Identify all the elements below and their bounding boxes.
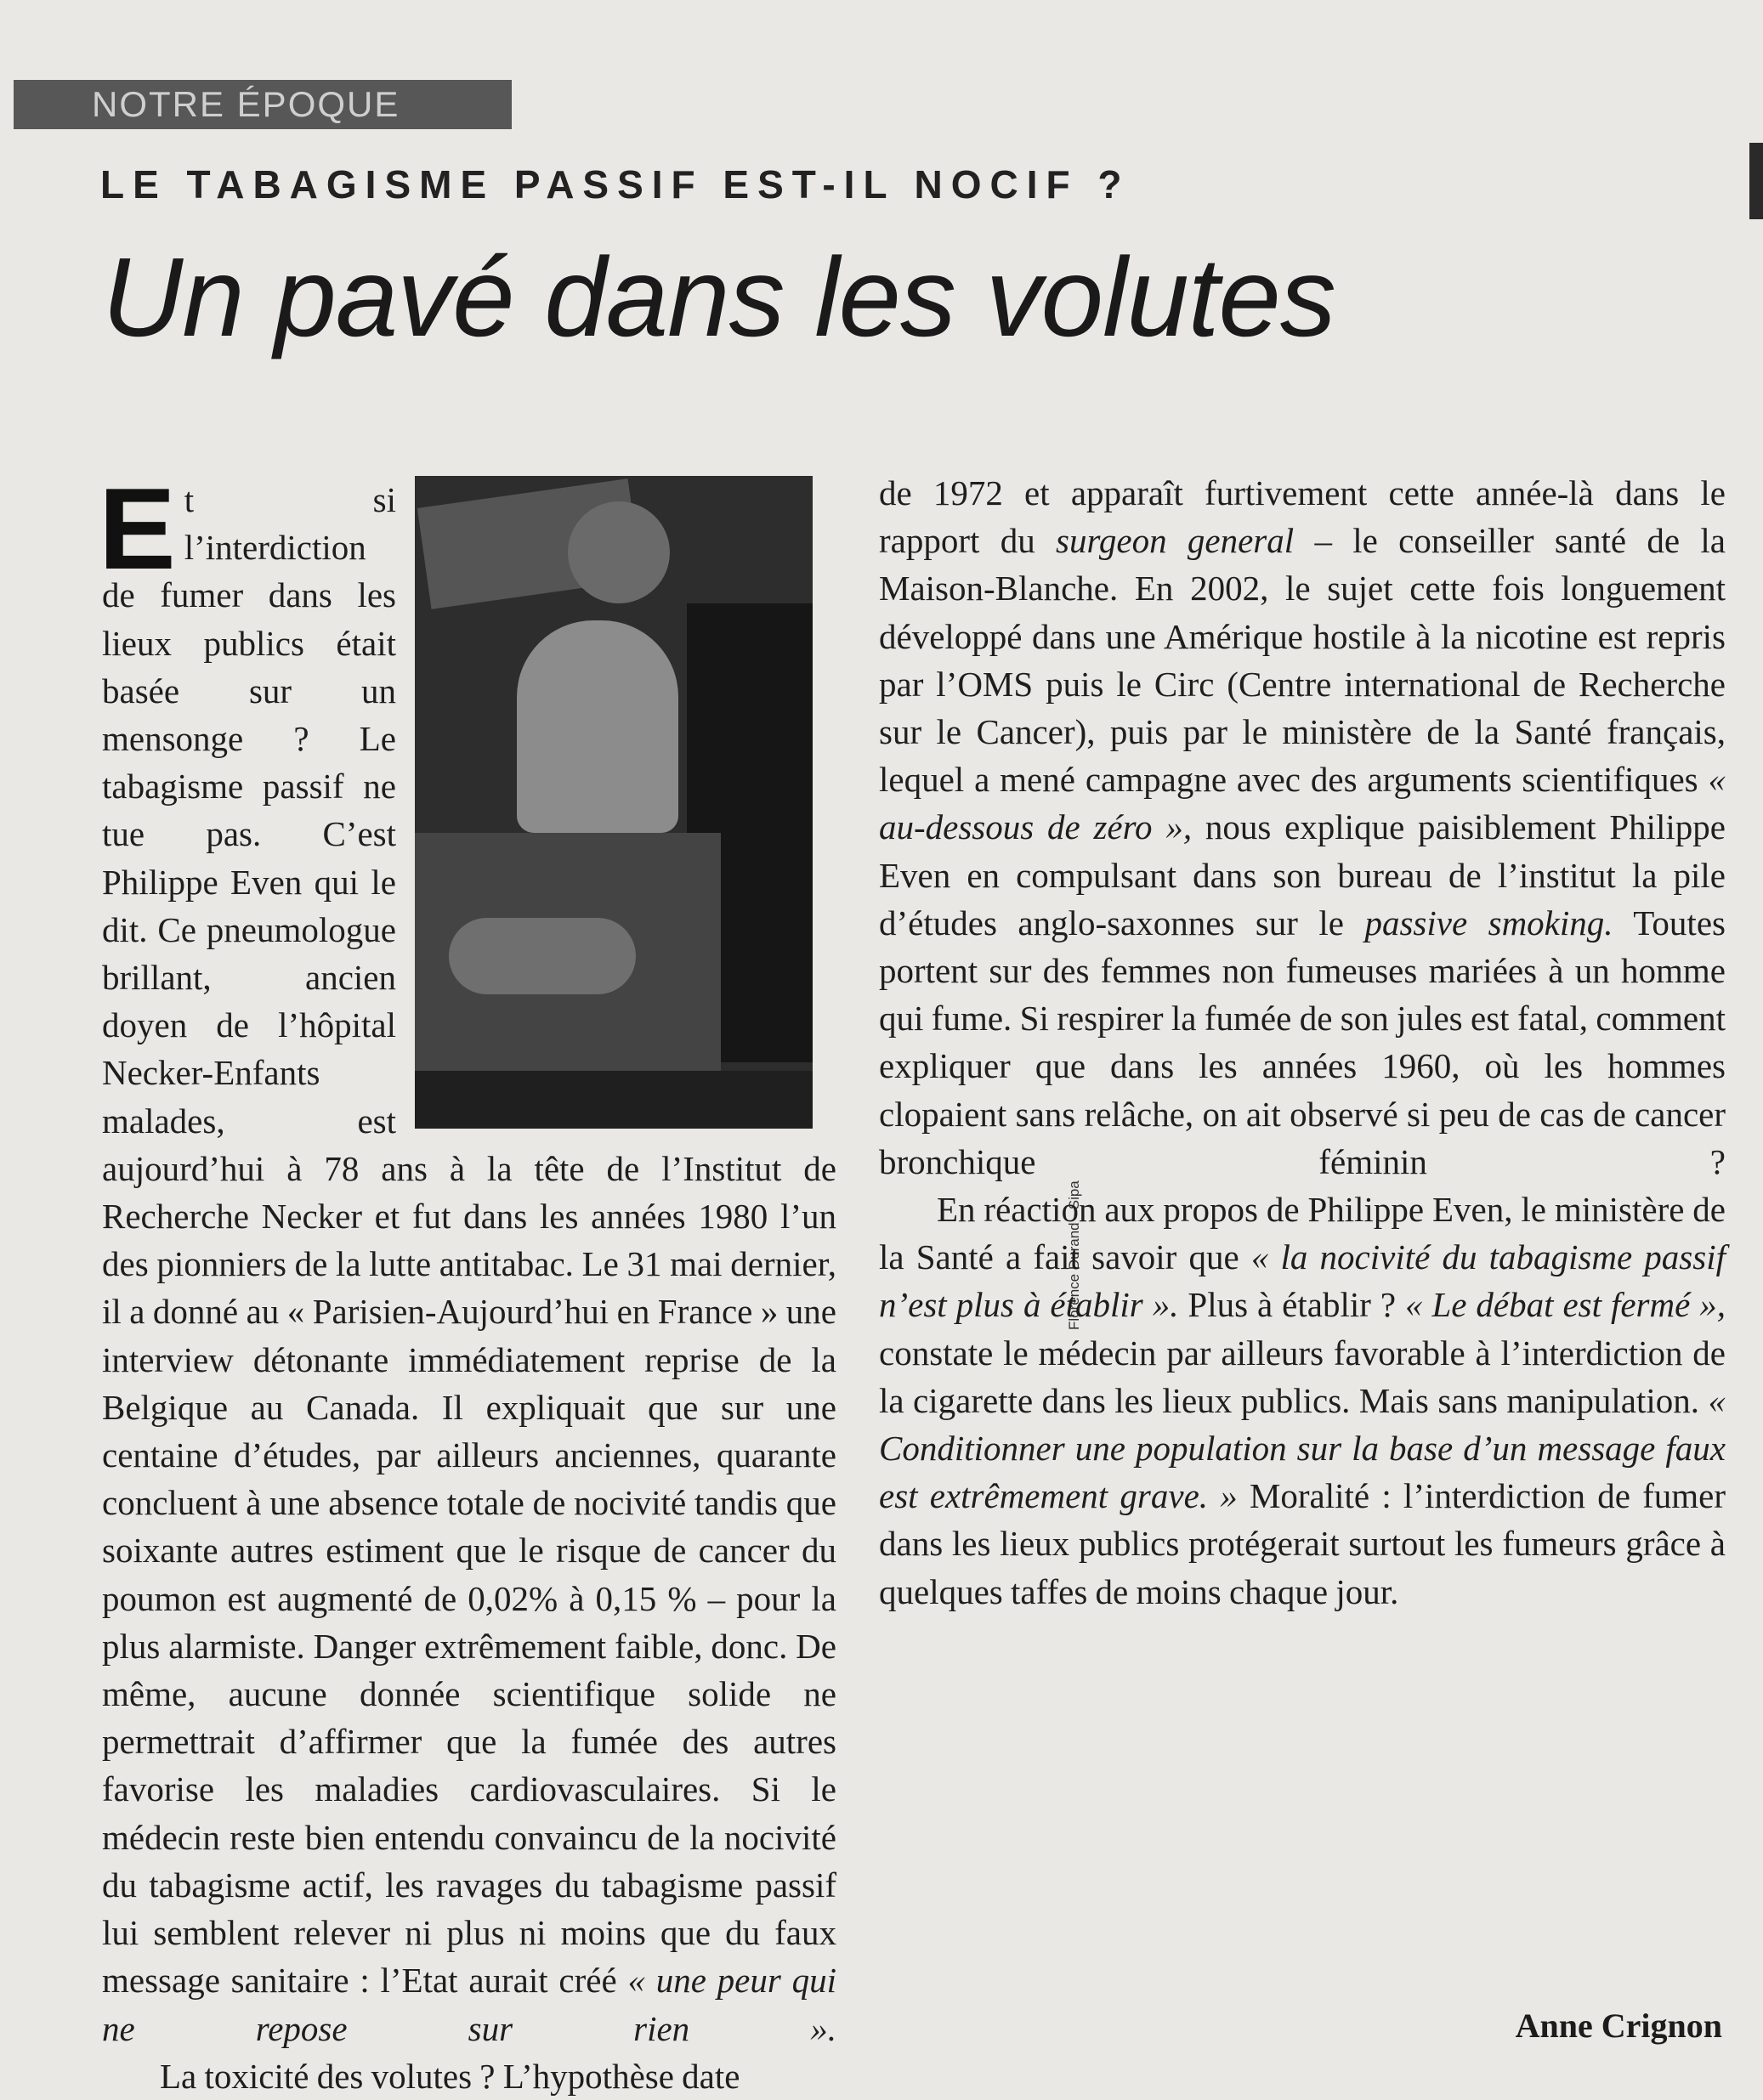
section-label: NOTRE ÉPOQUE <box>92 84 400 124</box>
column-1: E t si l’interdiction de fumer dans les lieux publics était basée sur un mensonge ? Le tabagisme passif ne tue pas. C’est Philippe Even qui le dit. Ce pneumologue brillant, ancien doyen de l’hôpital Necker-Enfants malades, est aujourd’hui à 78 ans à la tête de l’Institut de Recherche Necker et fut dans les années 1980 l’un des pionniers de la lutte antitabac. Le 31 mai dernier, il a donné au « Parisien-Aujourd’hui en France » une interview détonante immédiatement reprise de la Belgique au Canada. Il expliquait que sur une centaine d’études, par ailleurs anciennes, quarante concluent à une absence totale de nocivité tandis que soixante autres estiment que le risque de cancer du poumon est augmenté de 0,02% à 0,15 % – pour la plus alarmiste. Danger extrêmement faible, donc. De même, aucune donnée scientifique solide ne permettrait d’affirmer que la fumée des autres favorise les maladies cardiovasculaires. Si le médecin reste bien entendu convaincu de la nocivité du tabagisme actif, les ravages du tabagisme passif lui semblent relever ni plus ni moins que du faux message sanitaire : l’Etat aurait créé « une peur qui ne repose sur rien ». La toxicité des volutes ? L’hypothèse date <box>102 476 836 2100</box>
author-signature: Anne Crignon <box>1515 2007 1722 2045</box>
col2-paragraph-2: En réaction aux propos de Philippe Even, le ministère de la Santé a fait savoir que « la nocivité du tabagisme passif n’est plus à établir ». Plus à établir ? « Le débat est fermé », constate le médecin par ailleurs favorable à l’interdiction de la cigarette dans les lieux publics. Mais sans manipulation. « Conditionner une population sur la base d’un message faux est extrêmement grave. » Moralité : l’interdiction de fumer dans les lieux publics protégerait surtout les fumeurs grâce à quelques taffes de moins chaque jour. <box>879 1190 1726 1611</box>
photo <box>415 476 813 1129</box>
column-2 <box>879 469 1726 1616</box>
col1-paragraph-2: La toxicité des volutes ? L’hypothèse date <box>160 2056 740 2096</box>
col2-paragraph-1: de 1972 et apparaît furtivement cette année-là dans le rapport du surgeon general – le conseiller santé de la Maison-Blanche. En 2002, le sujet cette fois longuement développé dans une Amérique hostile à la nicotine est repris par l’OMS puis le Circ (Centre international de Recherche sur le Cancer), puis par le ministère de la Santé français, lequel a mené campagne avec des arguments scientifiques « au-dessous de zéro », nous explique paisiblement Philippe Even en compulsant dans son bureau de l’institut la pile d’études anglo-saxonnes sur le passive smoking. Toutes portent sur des femmes non fumeuses mariées à un homme qui fume. Si respirer la fumée de son jules est fatal, comment expliquer que dans les années 1960, où les hommes clopaient sans relâche, on ait observé si peu de cas de cancer bronchique féminin ? <box>879 473 1726 1181</box>
dropcap: E <box>99 464 176 593</box>
photo-credit: Florence Durand - Sipa <box>1066 1180 1082 1330</box>
headline: Un pavé dans les volutes <box>102 235 1335 359</box>
section-rubric <box>14 80 512 129</box>
scan-edge-mark <box>1749 143 1763 219</box>
kicker: LE TABAGISME PASSIF EST-IL NOCIF ? <box>100 162 1131 207</box>
